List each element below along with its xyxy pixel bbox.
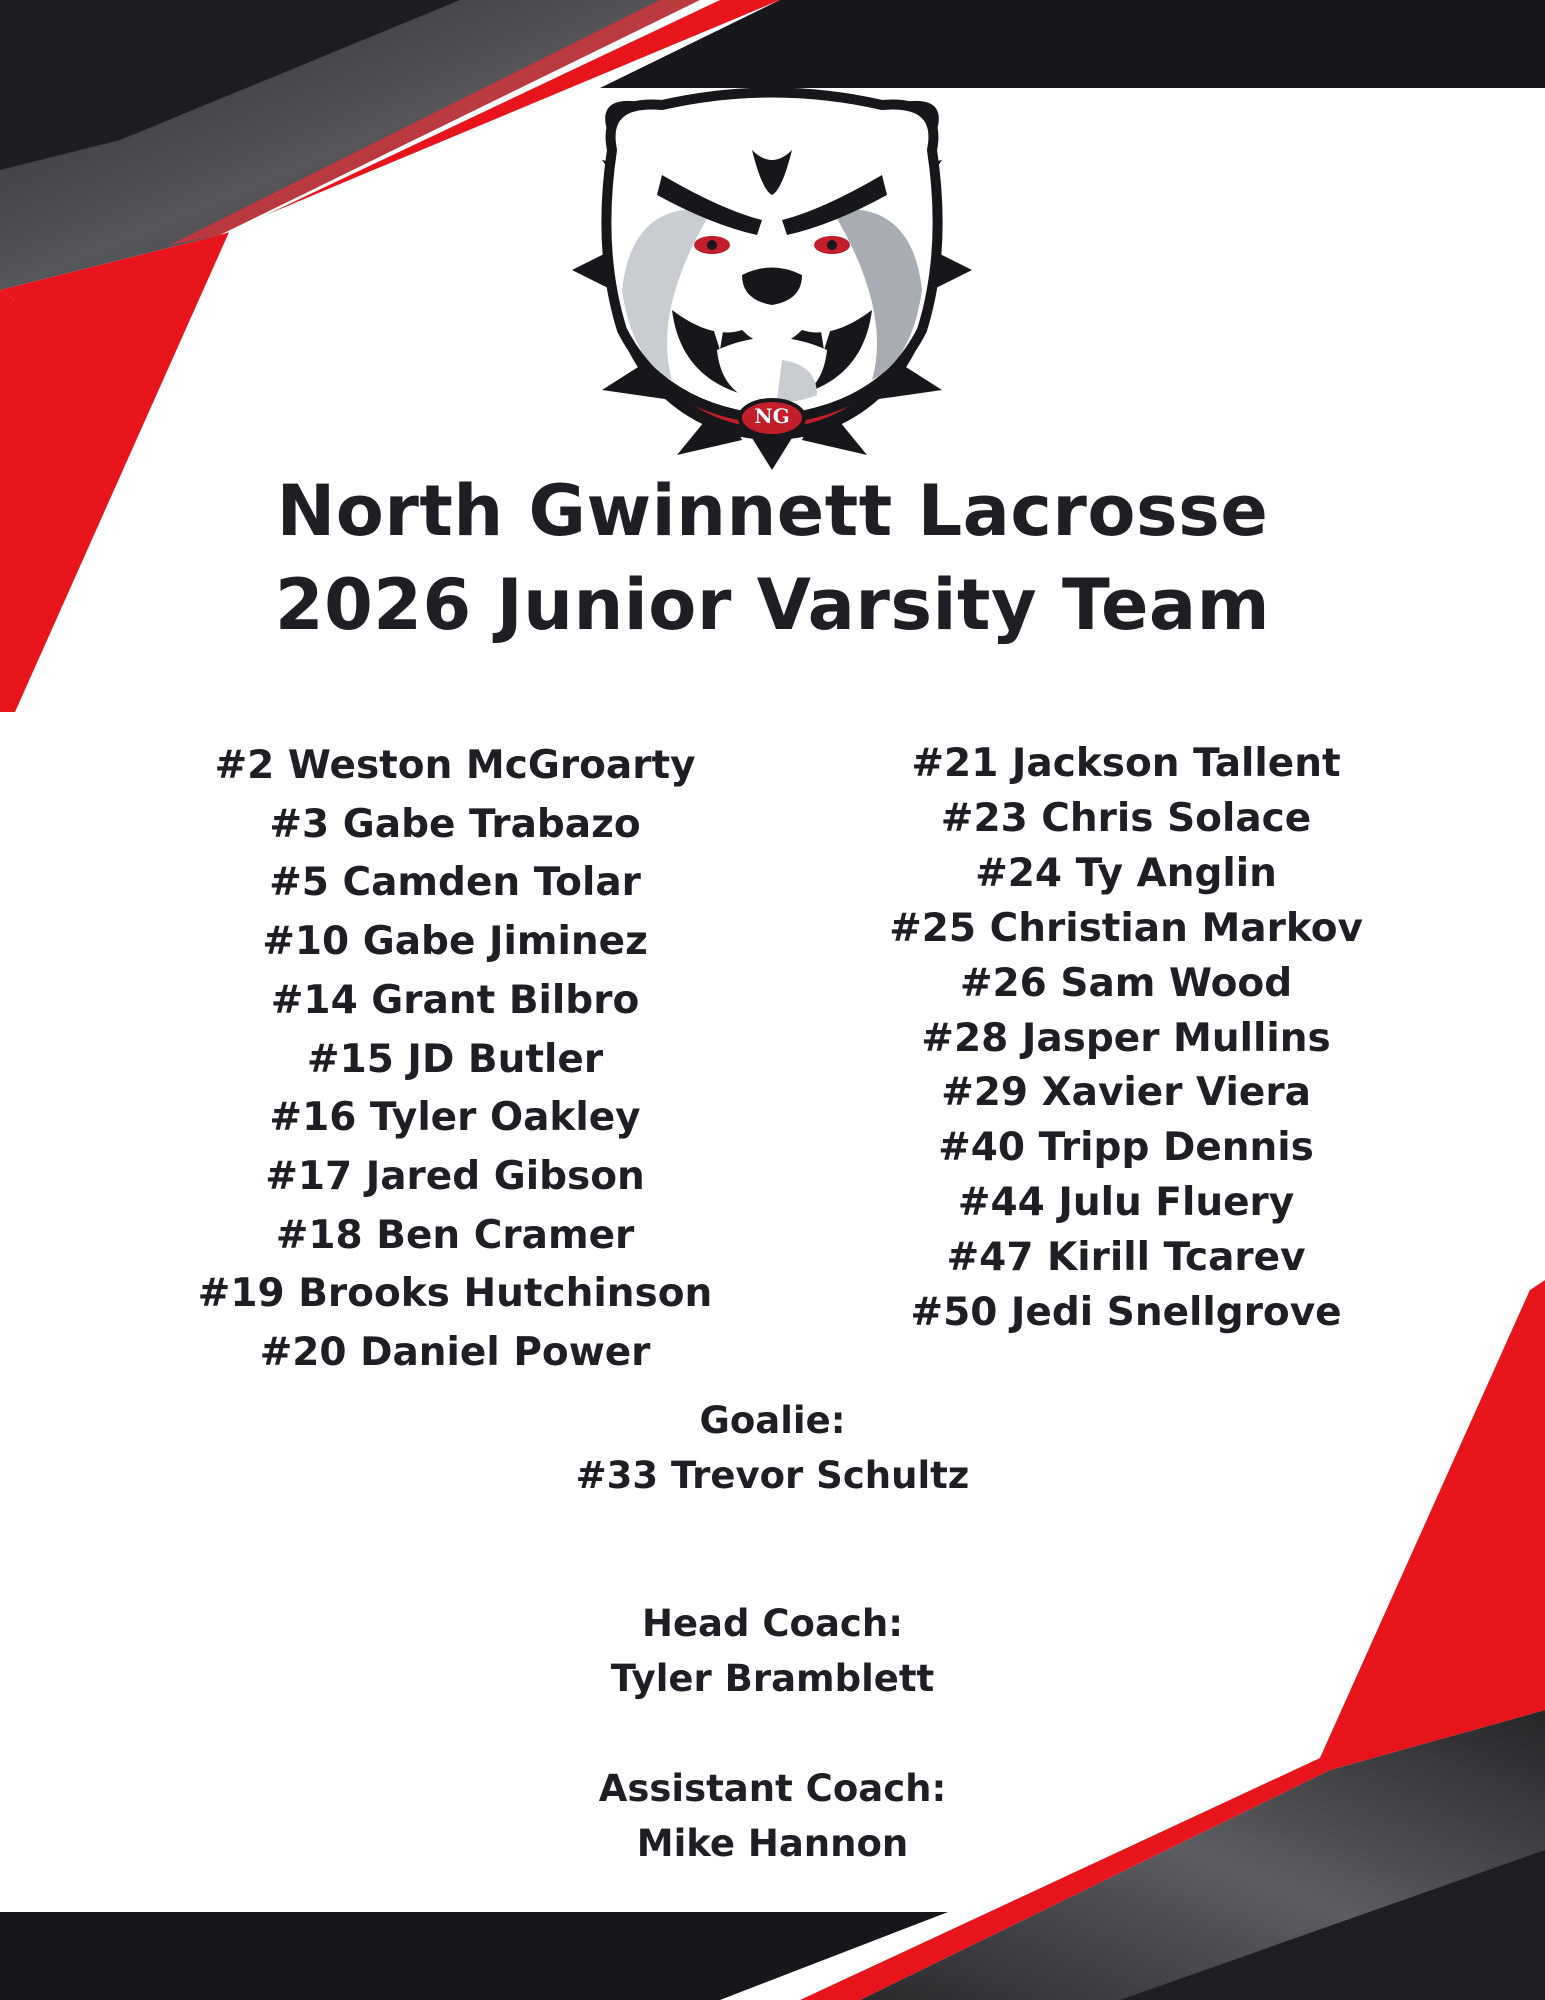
list-item: #47 Kirill Tcarev bbox=[946, 1235, 1306, 1281]
goalie-label: Goalie: bbox=[699, 1399, 846, 1442]
head-coach-name: Tyler Bramblett bbox=[610, 1657, 935, 1700]
list-item: #3 Gabe Trabazo bbox=[269, 801, 641, 847]
page-title-line2: 2026 Junior Varsity Team bbox=[274, 564, 1271, 646]
list-item: #28 Jasper Mullins bbox=[921, 1015, 1331, 1061]
list-item: #24 Ty Anglin bbox=[975, 850, 1277, 896]
list-item: #14 Grant Bilbro bbox=[270, 977, 640, 1023]
list-item: #44 Julu Fluery bbox=[957, 1180, 1295, 1226]
page-title-line1: North Gwinnett Lacrosse bbox=[276, 470, 1269, 552]
logo-monogram: NG bbox=[754, 404, 790, 428]
list-item: #21 Jackson Tallent bbox=[911, 741, 1341, 786]
list-item: #5 Camden Tolar bbox=[269, 860, 641, 906]
roster-left-column bbox=[155, 737, 755, 1383]
list-item: #15 JD Butler bbox=[306, 1036, 604, 1082]
goalie-name: #33 Trevor Schultz bbox=[575, 1454, 970, 1497]
roster-right-column bbox=[826, 737, 1426, 1341]
list-item: #50 Jedi Snellgrove bbox=[910, 1290, 1342, 1336]
list-item: #10 Gabe Jiminez bbox=[262, 919, 648, 965]
list-item: #16 Tyler Oakley bbox=[269, 1095, 641, 1141]
list-item: #18 Ben Cramer bbox=[275, 1212, 635, 1258]
list-item: #29 Xavier Viera bbox=[941, 1070, 1311, 1116]
list-item: #20 Daniel Power bbox=[259, 1330, 651, 1376]
list-item: #25 Christian Markov bbox=[889, 905, 1363, 951]
list-item: #17 Jared Gibson bbox=[265, 1153, 645, 1199]
assistant-coach-name: Mike Hannon bbox=[636, 1822, 909, 1865]
list-item: #40 Tripp Dennis bbox=[938, 1125, 1314, 1171]
list-item: #19 Brooks Hutchinson bbox=[197, 1271, 713, 1317]
assistant-coach-label: Assistant Coach: bbox=[598, 1767, 947, 1810]
head-coach-label: Head Coach: bbox=[641, 1602, 903, 1645]
list-item: #2 Weston McGroarty bbox=[214, 743, 696, 788]
list-item: #23 Chris Solace bbox=[940, 795, 1312, 841]
list-item: #26 Sam Wood bbox=[959, 960, 1293, 1006]
